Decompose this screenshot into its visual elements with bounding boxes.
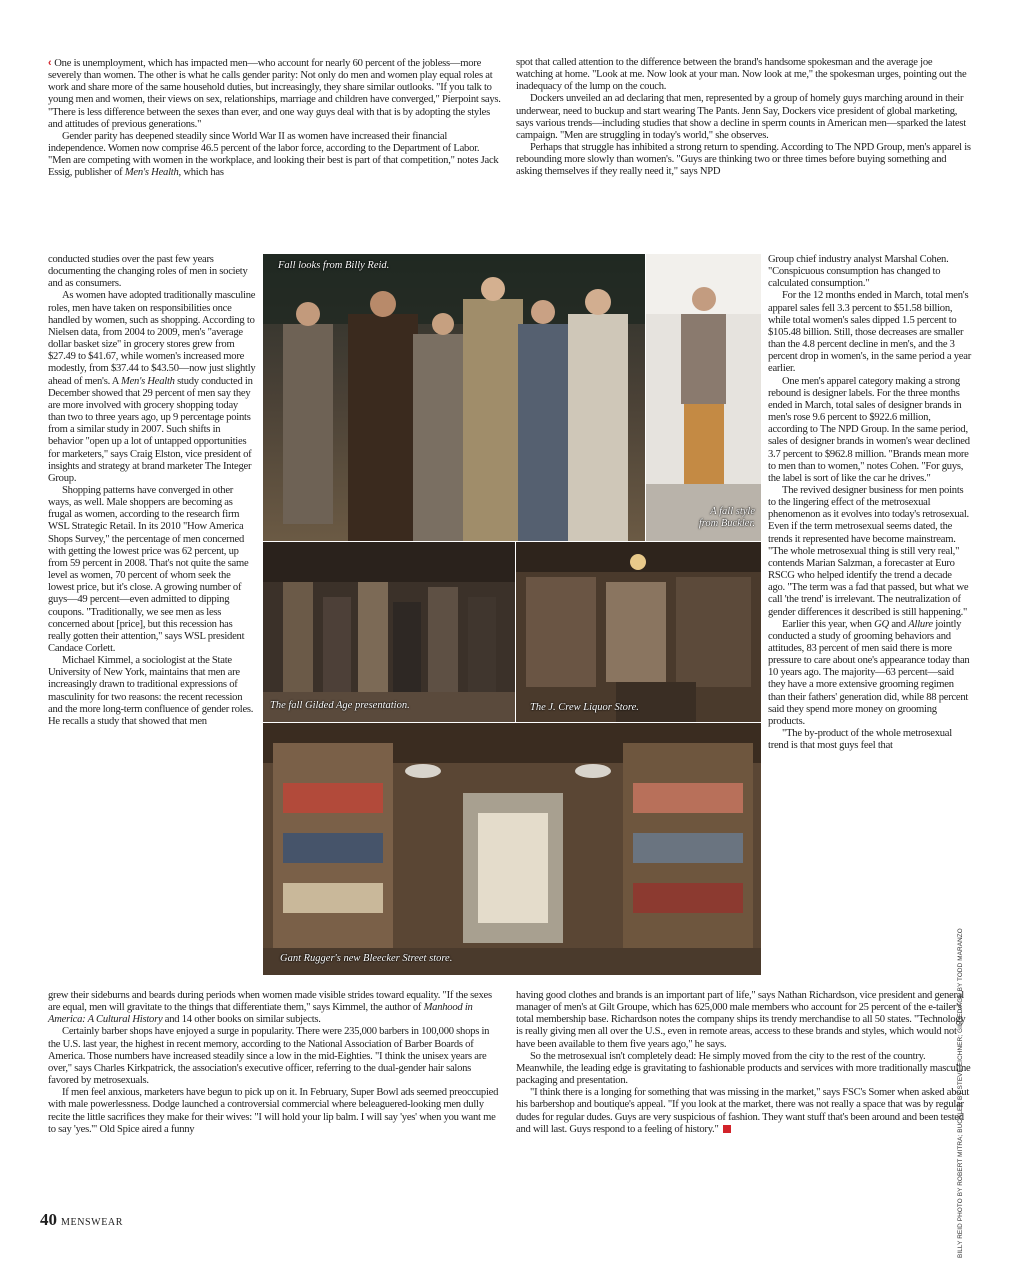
paragraph: Certainly barber shops have enjoyed a surge in popularity. There were 235,000 barbers in 100,000 shops in the U.S. last year, the highest in recent memory, according to the National Association of Barber Boards of America. Those numbers have increased steadily since a low in the mid-Eighties. "I think the unisex years are over," says Charles Kirkpatrick, the association's executive officer, referring to the dual-gender hair salons favored by metrosexuals. [48,1026,490,1087]
photo-gant-rugger [263,723,761,975]
book-title: Manhood in America: A Cultural History [48,1002,473,1026]
photo-buckler-image [646,254,761,541]
back-arrow-icon[interactable]: ‹ [48,57,52,69]
paragraph: Dockers unveiled an ad declaring that men, represented by a group of homely guys marching around in their underwear, need to buckup and start wearing The Pants. Jenn Say, Dockers vice president of global marketing, says various trends—including studies that show a decline in sperm counts in American men—sparked the latest campaign. "Men are struggling in today's world," she observes. [516,93,966,141]
left-top-text: ‹ One is unemployment, which has impacted men—who account for nearly 60 percent of the jobless—more severely than women. The other is what he calls gender parity: Not only do men and women play equal roles at work and share more of the same household duties, but increasingly, they share similar outlooks. "If you talk to young men and women, their views on sex, relationships, marriage and children have converged," Pierpoint says. "There is less difference between the sexes than ever, and one way guys deal with that is by adopting the styles and attitudes of previous generations." Gender parity has deepened steadily since World War II as women have increased their financial independence. Women now comprise 46.5 percent of the labor force, according to the Department of Labor. "Men are competing with women in the workplace, and looking their best is part of that competition," notes Jack Essig, publisher of Men's Health, which has [48,57,501,179]
right-top-text [516,57,971,179]
photo-credit: BILLY REID PHOTO BY ROBERT MITRA; BUCKLER BY STEVE EICHNER; GILDED AGE BY TODD MARANZO [957,928,964,1258]
right-narrow-column: Group chief industry analyst Marshal Cohen. "Conspicuous consumption has changed to calculated consumption." For the 12 months ended in March, total men's apparel sales fell 3.3 percent to $51.58 billion, while total women's sales dipped 1.5 percent to $105.48 billion. Still, those decreases are smaller than the 4.8 percent decline in men's, and the 3 percent drop in women's, in the same period a year earlier. One men's apparel category making a strong rebound is designer labels. For the three months ended in March, total sales of designer brands in men's rose 9.6 percent to $922.6 million, according to The NPD Group. In the same period, sales of designer brands in women's wear declined 3.7 percent to $962.8 million. "Brands mean more to men than to women," notes Cohen. "For guys, the label is sort of like the car he drives." The revived designer business for men points to the lingering effect of the metrosexual phenomenon as it evolves into today's retrosexual. Even if the term metrosexual seems dated, the trends it represented have become mainstream. "The whole metrosexual thing is still very real," contends Marian Salzman, a forecaster at Euro RSCG who helped identify the trend a decade ago. "The term was a fad that passed, but what we call 'the trend' is irrelevant. The neutralization of gender differences it described is still happening." Earlier this year, when GQ and Allure jointly conducted a study of grooming behaviors and attitudes, 83 percent of men said there is more pressure to care about one's appearance today than 10 years ago. The majority—63 percent—said they have a more extensive grooming regimen than their fathers' generation did, while 88 percent said they spend more money on grooming products. "The by-product of the whole metrosexual trend is that most guys feel that [768,254,971,752]
photo-gant-rugger-image [263,723,761,975]
caption-billy-reid: Fall looks from Billy Reid. [278,260,390,271]
right-bottom-text [516,990,971,1136]
end-mark-icon [723,1125,731,1133]
magazine-name: MENSWEAR [61,1217,124,1228]
caption-jcrew: The J. Crew Liquor Store. [530,702,639,713]
paragraph: Gender parity has deepened steadily since World War II as women have increased their financial independence. Women now comprise 46.5 percent of the labor force, according to the Department of Labor. "Men are competing with women in the workplace, and looking their best is part of that competition," notes Jack Essig, publisher of [48,130,499,179]
paragraph: For the 12 months ended in March, total men's apparel sales fell 3.3 percent to $51.58 billion, while total women's sales dipped 1.5 percent to $105.48 billion. Still, those decreases are smaller than the 4.8 percent decline in men's, and the 3 percent drop in women's, in the same period a year earlier. [768,290,971,375]
photo-billy-reid-image [263,254,645,541]
paragraph: One men's apparel category making a strong rebound is designer labels. For the three months ended in March, total sales of designer brands in men's rose 9.6 percent to $922.6 million, according to The NPD Group. In the same period, sales of designer brands in women's wear declined 3.7 percent to $962.8 million. "Brands mean more to men than to women," notes Cohen. "For guys, the label is sort of like the car he drives." [768,375,970,484]
paragraph: Shopping patterns have converged in other ways, as well. Male shoppers are becoming as frugal as women, according to the research firm WSL Strategic Retail. In its 2010 "How America Shops Survey," the percentage of men concerned with getting the lowest price was 62 percent, up from 59 percent in 2008. That's not quite the same level as women, 70 percent of whom seek the lowest price, but it's close. A growing number of guys—49 percent—even admitted to dipping coupons. "Traditionally, we see men as less concerned about [price], but this recession has really gotten their attention," says WSL president Candace Corlett. [48,484,249,654]
photo-gilded-age [263,542,515,722]
left-bottom-text: grew their sideburns and beards during periods when women made visible strides toward equality. "If the sexes are equal, men will gravitate to the things that differentiate them," says Kimmel, the author of Manhood in America: A Cultural History and 14 other books on similar subjects. Certainly barber shops have enjoyed a surge in popularity. There were 235,000 barbers in 100,000 shops in the U.S. last year, the highest in recent memory, according to the National Association of Barber Boards of America. Those numbers have increased steadily since a low in the mid-Eighties. "I think the unisex years are over," says Charles Kirkpatrick, the association's executive officer, referring to the dual-gender hair salons favored by metrosexuals. If men feel anxious, marketers have begun to pick up on it. In February, Super Bowl ads seemed preoccupied with male powerlessness. Dodge launched a controversial commercial where beleaguered-looking men dully recite the little sacrifices they make for their wives: "I will hold your lip balm. I will say 'yes' when you want me to say 'yes.'" Old Spice aired a funny [48,990,503,1136]
page-number: 40 [40,1210,57,1229]
caption-buckler: A fall style from Buckler. [698,506,755,529]
paragraph: spot that called attention to the difference between the brand's handsome spokesman and the average joe watching at home. "Look at me. Now look at your man. Now look at me," the spokesman urges, pointing out the inadequacy of the lump on the couch. [516,57,967,93]
paragraph: Perhaps that struggle has inhibited a strong return to spending. According to The NPD Group, men's apparel is rebounding more slowly than women's. "Guys are thinking two or three times before buying something and asking themselves if they really need it," says NPD [516,142,971,178]
publication-title: Men's Health, [124,167,181,179]
paragraph: So the metrosexual isn't completely dead: He simply moved from the city to the rest of the country. Meanwhile, the leading edge is gravitating to fashionable products and services with more traditionally masculine packaging and presentation. [516,1050,971,1087]
photo-jcrew-image [516,542,761,722]
caption-gant-rugger: Gant Rugger's new Bleecker Street store. [280,953,453,964]
paragraph: having good clothes and brands is an important part of life," says Nathan Richardson, vice president and general manager of men's at Gilt Groupe, which has 625,000 male members who account for 25 percent of the e-tailer's total membership base. Richardson notes the company ships its trendy merchandise to all 50 states. "Technology is really giving men all over the U.S., even in remote areas, access to these brands and styles, which would not have been available to them five years ago," he says. [516,990,966,1050]
photo-billy-reid [263,254,645,541]
photo-jcrew [516,542,761,722]
photo-buckler [646,254,761,541]
paragraph: "The by-product of the whole metrosexual trend is that most guys feel that [768,728,952,752]
paragraph: Group chief industry analyst Marshal Cohen. "Conspicuous consumption has changed to calculated consumption." [768,254,949,290]
paragraph: conducted studies over the past few years documenting the changing roles of men in society and as consumers. [48,254,248,290]
paragraph: The revived designer business for men points to the lingering effect of the metrosexual phenomenon as it evolves into today's retrosexual. Even if the term metrosexual seems dated, the trends it represented have become mainstream. "The whole metrosexual thing is still very real," contends Marian Salzman, a forecaster at Euro RSCG who helped identify the trend a decade ago. "The term was a fad that passed, but what we call 'the trend' is irrelevant. The neutralization of gender differences it described is still happening." [768,484,969,618]
paragraph: Michael Kimmel, a sociologist at the State University of New York, maintains that men are increasingly drawn to traditional expressions of masculinity for two reasons: the recent recession and the more long-term confluence of gender roles. He recalls a study that showed that men [48,655,254,727]
publication-title: Men's Health [121,375,175,387]
caption-gilded-age: The fall Gilded Age presentation. [270,700,410,711]
paragraph: If men feel anxious, marketers have begun to pick up on it. In February, Super Bowl ads seemed preoccupied with male powerlessness. Dodge launched a controversial commercial where beleaguered-looking men dully recite the little sacrifices they make for their wives: "I will hold your lip balm. I will say 'yes' when you want me to say 'yes.'" Old Spice aired a funny [48,1087,499,1135]
left-narrow-column: conducted studies over the past few years documenting the changing roles of men in society and as consumers. As women have adopted traditionally masculine roles, men have taken on responsibilities once handled by women, such as shopping. According to Nielsen data, from 2004 to 2009, men's "average dollar basket size" in grocery stores grew from $27.49 to $41.67, while women's increased more modestly, from $37.44 to $43.50—now just slightly ahead of men's. A Men's Health study conducted in December showed that 29 percent of men say they are more involved with grocery shopping today than two to three years ago, up 9 percentage points from a similar study in 2007. Such shifts in behavior "open up a lot of untapped opportunities for marketers," says Craig Elston, vice president of insights and strategy at brand marketer The Integer Group. Shopping patterns have converged in other ways, as well. Male shoppers are becoming as frugal as women, according to the research firm WSL Strategic Retail. In its 2010 "How America Shops Survey," the percentage of men concerned with getting the lowest price was 62 percent, up from 59 percent in 2008. That's not quite the same level as women, 70 percent of whom seek the lowest price, but it's close. A growing number of guys—49 percent—even admitted to dipping coupons. "Traditionally, we see men as less concerned about [price], but this recession has really gotten their attention," says WSL president Candace Corlett. Michael Kimmel, a sociologist at the State University of New York, maintains that men are increasingly drawn to traditional expressions of masculinity for two reasons: the recent recession and the more long-term confluence of gender roles. He recalls a study that showed that men [48,254,256,727]
page-footer [40,1210,123,1230]
paragraph: "I think there is a longing for something that was missing in the market," says FSC's Somer when asked about his barbershop and boutique's appeal. "If you look at the market, there was not really a space that was by regular dudes for regular dudes. Guys are very suspicious of fashion. They want stuff that's been around and been tested and will last. Guys respond to a feeling of history." [516,1087,970,1135]
paragraph: One is unemployment, which has impacted men—who account for nearly 60 percent of the jobless—more severely than women. The other is what he calls gender parity: Not only do men and women play equal roles at work and share more of the same household duties, but increasingly, they share similar outlooks. "If you talk to young men and women, their views on sex, relationships, marriage and children have converged," Pierpoint says. "There is less difference between the sexes than ever, and one way guys deal with that is by adopting the styles and attitudes of previous generations." [48,58,501,130]
photo-gilded-age-image [263,542,515,722]
